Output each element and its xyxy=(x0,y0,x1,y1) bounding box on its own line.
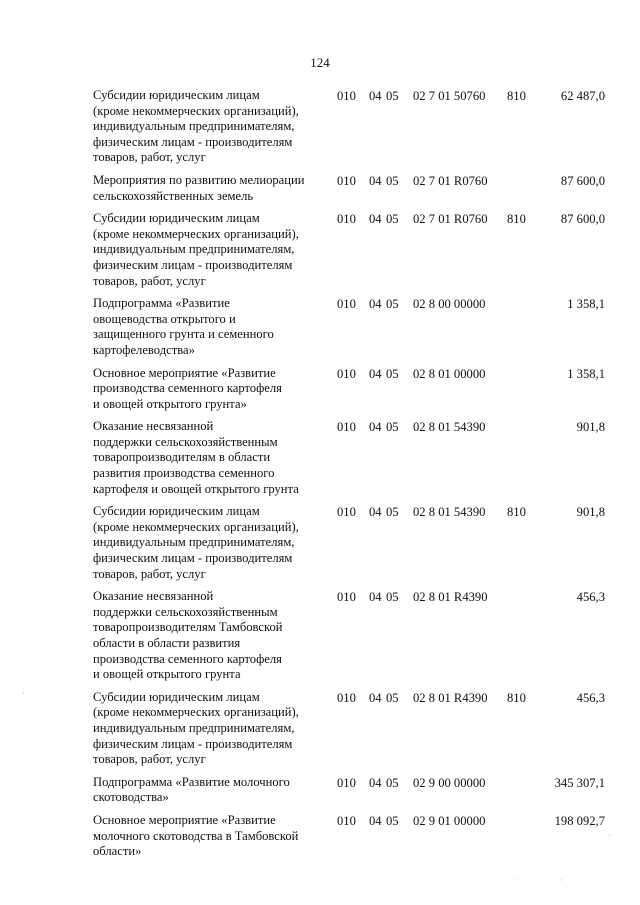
row-rz: 04 xyxy=(369,505,382,520)
row-sum: 456,3 xyxy=(576,690,605,705)
row-ved: 010 xyxy=(337,366,356,381)
table-row xyxy=(0,589,640,690)
table-row xyxy=(0,690,640,775)
row-sum: 345 307,1 xyxy=(554,775,605,790)
row-pr: 05 xyxy=(386,212,399,227)
row-pr: 05 xyxy=(386,813,399,828)
row-rz: 04 xyxy=(369,420,382,435)
row-pr: 05 xyxy=(386,366,399,381)
row-sum: 901,8 xyxy=(576,420,605,435)
row-sum: 198 092,7 xyxy=(554,813,605,828)
table-row xyxy=(0,211,640,296)
row-name: Субсидии юридическим лицам (кроме некоммерческих организаций), индивидуальным предпринимателям, физическим лицам - производителям товаров, работ, услуг xyxy=(93,211,299,288)
row-sum: 87 600,0 xyxy=(560,173,605,188)
row-ved: 010 xyxy=(337,590,356,605)
row-cs: 02 9 00 00000 xyxy=(413,775,486,790)
row-name: Основное мероприятие «Развитие производства семенного картофеля и овощей открытого грунта» xyxy=(93,365,282,411)
row-vr: 810 xyxy=(507,690,526,705)
row-pr: 05 xyxy=(386,420,399,435)
table-row xyxy=(0,88,640,173)
table-row xyxy=(0,419,640,504)
row-name: Основное мероприятие «Развитие молочного скотоводства в Тамбовской области» xyxy=(93,812,299,859)
row-sum: 1 358,1 xyxy=(567,297,605,312)
row-pr: 05 xyxy=(386,590,399,605)
row-pr: 05 xyxy=(386,690,399,705)
row-pr: 05 xyxy=(386,505,399,520)
row-vr: 810 xyxy=(507,212,526,227)
row-rz: 04 xyxy=(369,813,382,828)
row-ved: 010 xyxy=(337,775,356,790)
row-ved: 010 xyxy=(337,173,356,188)
row-sum: 87 600,0 xyxy=(560,212,605,227)
row-pr: 05 xyxy=(386,89,399,103)
table-row xyxy=(0,173,640,211)
row-vr: 810 xyxy=(507,505,526,520)
row-vr: 810 xyxy=(507,89,526,103)
row-cs: 02 8 01 54390 xyxy=(413,505,486,520)
row-name: Оказание несвязанной поддержки сельскохозяйственным товаропроизводителям в области развития производства семенного картофеля и овощей открытого грунта xyxy=(93,419,299,496)
row-rz: 04 xyxy=(369,366,382,381)
row-cs: 02 8 01 54390 xyxy=(413,420,486,435)
row-sum: 62 487,0 xyxy=(560,89,605,103)
row-name: Субсидии юридическим лицам (кроме некоммерческих организаций), индивидуальным предпринимателям, физическим лицам - производителям товаров, работ, услуг xyxy=(93,88,299,165)
row-name: Оказание несвязанной поддержки сельскохозяйственным товаропроизводителям Тамбовской области в области развития производства семенного картофеля и овощей открытого грунта xyxy=(93,589,283,682)
row-ved: 010 xyxy=(337,690,356,705)
table-row xyxy=(0,296,640,365)
row-cs: 02 8 01 00000 xyxy=(413,366,486,381)
row-rz: 04 xyxy=(369,775,382,790)
table-row xyxy=(0,366,640,420)
row-ved: 010 xyxy=(337,420,356,435)
row-ved: 010 xyxy=(337,505,356,520)
row-name: Подпрограмма «Развитие овощеводства открытого и защищенного грунта и семенного картофелеводства» xyxy=(93,296,274,357)
row-sum: 1 358,1 xyxy=(567,366,605,381)
row-sum: 456,3 xyxy=(576,590,605,605)
row-rz: 04 xyxy=(369,297,382,312)
row-name: Мероприятия по развитию мелиорации сельскохозяйственных земель xyxy=(93,172,305,203)
scan-speck: · xyxy=(608,830,611,840)
row-name: Субсидии юридическим лицам (кроме некоммерческих организаций), индивидуальным предпринимателям, физическим лицам - производителям товаров, работ, услуг xyxy=(93,504,299,581)
row-pr: 05 xyxy=(386,173,399,188)
row-rz: 04 xyxy=(369,690,382,705)
scan-speck: · xyxy=(22,688,25,698)
table-row xyxy=(0,775,640,813)
row-ved: 010 xyxy=(337,297,356,312)
row-cs: 02 7 01 R0760 xyxy=(413,212,488,227)
row-cs: 02 8 01 R4390 xyxy=(413,690,488,705)
row-cs: 02 8 01 R4390 xyxy=(413,590,488,605)
row-rz: 04 xyxy=(369,212,382,227)
scan-speck: · xyxy=(560,875,563,885)
row-rz: 04 xyxy=(369,173,382,188)
row-cs: 02 8 00 00000 xyxy=(413,297,486,312)
row-cs: 02 7 01 50760 xyxy=(413,89,486,103)
row-pr: 05 xyxy=(386,297,399,312)
table-row xyxy=(0,504,640,589)
row-rz: 04 xyxy=(369,590,382,605)
row-ved: 010 xyxy=(337,212,356,227)
budget-table xyxy=(0,88,640,867)
row-sum: 901,8 xyxy=(576,505,605,520)
row-name: Подпрограмма «Развитие молочного скотоводства» xyxy=(93,774,290,805)
row-pr: 05 xyxy=(386,775,399,790)
row-ved: 010 xyxy=(337,89,356,103)
row-name: Субсидии юридическим лицам (кроме некоммерческих организаций), индивидуальным предпринимателям, физическим лицам - производителям товаров, работ, услуг xyxy=(93,689,299,767)
row-rz: 04 xyxy=(369,89,382,103)
table-row xyxy=(0,813,640,867)
row-ved: 010 xyxy=(337,813,356,828)
scan-speck: · xyxy=(516,875,519,885)
row-cs: 02 7 01 R0760 xyxy=(413,173,488,188)
row-cs: 02 9 01 00000 xyxy=(413,813,486,828)
page-number: 124 xyxy=(310,55,330,70)
